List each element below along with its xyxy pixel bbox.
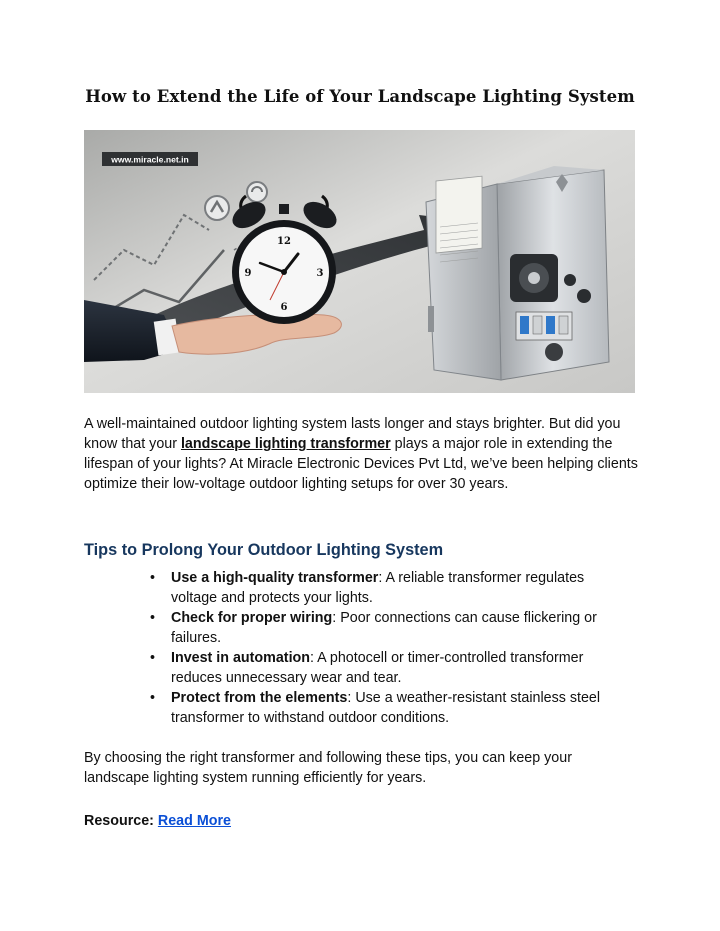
page-title: How to Extend the Life of Your Landscape Lighting System <box>85 87 635 106</box>
list-item <box>150 568 630 608</box>
tip-text: : Use a weather-resistant stainless steel transformer to withstand outdoor conditions. <box>171 690 601 726</box>
resource-label: Resource: <box>84 813 154 829</box>
tip-title: Invest in automation <box>171 650 311 666</box>
clock-numeral-9: 9 <box>244 268 252 279</box>
hero-image <box>84 130 635 393</box>
tip-title: Protect from the elements <box>171 690 348 706</box>
clock-numeral-6: 6 <box>280 302 288 313</box>
list-item <box>150 648 630 688</box>
bullet: • <box>150 650 156 666</box>
tip-title: Use a high-quality transformer <box>171 570 379 586</box>
tips-list <box>150 568 630 728</box>
intro-paragraph <box>84 414 644 494</box>
list-item <box>150 688 630 728</box>
closing-paragraph: By choosing the right transformer and following these tips, you can keep your landscape lighting system running efficiently for years. <box>84 750 572 786</box>
bullet: • <box>150 610 156 626</box>
list-item <box>150 608 630 648</box>
landscape-transformer-link[interactable]: landscape lighting transformer <box>180 436 391 452</box>
clock-numeral-3: 3 <box>316 268 324 279</box>
read-more-link[interactable]: Read More <box>157 813 231 829</box>
refresh-icon <box>247 182 267 202</box>
intro-text-before: A well-maintained outdoor lighting system lasts longer and stays brighter. But did you know that your <box>84 416 621 452</box>
bullet: • <box>150 570 156 586</box>
resource-line <box>84 811 231 831</box>
tip-text: : A photocell or timer-controlled transformer reduces unnecessary wear and tear. <box>171 650 584 686</box>
tip-title: Check for proper wiring <box>171 610 333 626</box>
intro-text-after: plays a major role in extending the lifespan of your lights? At Miracle Electronic Devices Pvt Ltd, we’ve been helping clients optimize their low-voltage outdoor lighting setups for over 30 years. <box>84 436 638 492</box>
watermark-text: www.miracle.net.in <box>111 154 189 165</box>
bullet: • <box>150 690 156 706</box>
tip-text: : A reliable transformer regulates voltage and protects your lights. <box>171 570 585 606</box>
tip-text: : Poor connections can cause flickering or failures. <box>171 610 597 646</box>
photocell-port <box>564 274 576 286</box>
clock-numeral-12: 12 <box>277 236 291 247</box>
wiring-label <box>436 176 482 253</box>
tips-heading: Tips to Prolong Your Outdoor Lighting System <box>84 541 444 559</box>
